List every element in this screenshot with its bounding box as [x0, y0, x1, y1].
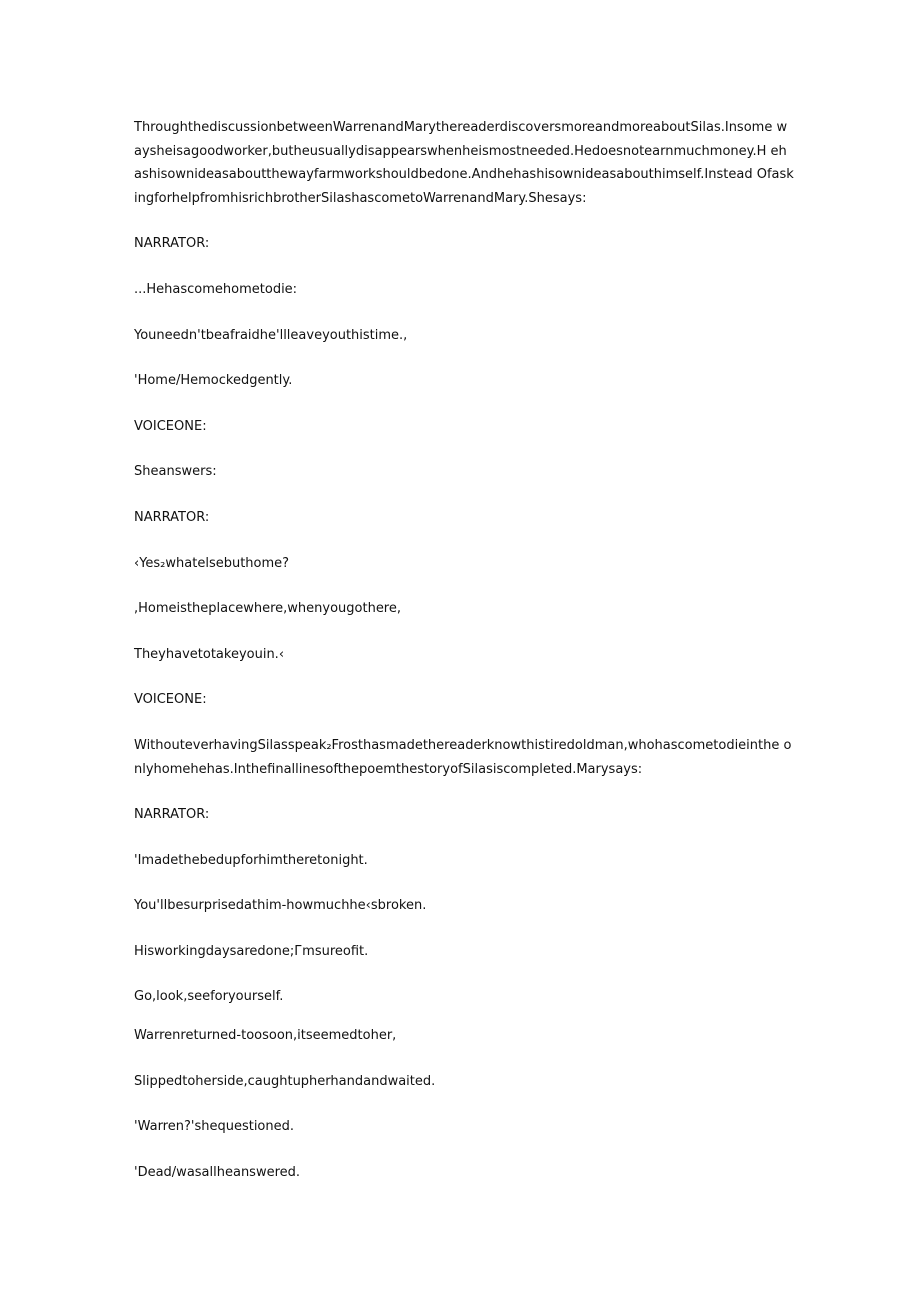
poem-line: 'Home/Hemockedgently.	[134, 373, 293, 389]
poem-line: Hisworkingdaysaredone;Гmsureofit.	[134, 943, 369, 959]
poem-line: Youneedn'tbeafraidhe'llleaveyouthistime.,	[134, 327, 408, 343]
poem-line: Go,look,seeforyourself.	[134, 989, 284, 1005]
poem-line: You'llbesurprisedathim-howmuchhe‹sbroken.	[134, 898, 427, 914]
poem-line: 'Imadethebedupforhimtheretonight.	[134, 852, 368, 868]
poem-line: ,Homeistheplacewhere,whenyougothere,	[134, 601, 402, 617]
speaker-label: VOICEONE:	[134, 418, 207, 434]
poem-line: ...Hehascomehometodie:	[134, 281, 298, 297]
speaker-label: NARRATOR:	[134, 236, 210, 252]
poem-line: 'Warren?'shequestioned.	[134, 1119, 295, 1135]
poem-line: ‹Yes₂whatelsebuthome?	[134, 555, 290, 571]
poem-line: Warrenreturned-toosoon,itseemedtoher,	[134, 1028, 397, 1044]
poem-line: Slippedtoherside,caughtupherhandandwaited.	[134, 1073, 436, 1089]
intro-paragraph: ThroughthediscussionbetweenWarrenandMarythereaderdiscoversmoreandmoreaboutSilas.Insome waysheisagoodworker,butheusuallydisappearswhenheismostneeded.Hedoesnotearnmuchmoney.H ehashisownideasaboutthewayfarmworkshouldbedone.Andhehashisownideasabouthimself.Instead OfaskingforhelpfromhisrichbrotherSilashascometoWarrenandMary.Shesays:	[134, 120, 794, 206]
speaker-label: NARRATOR:	[134, 509, 210, 525]
poem-line: 'Dead/wasallheanswered.	[134, 1164, 301, 1180]
narration-line: Sheanswers:	[134, 464, 217, 480]
narration-paragraph: WithouteverhavingSilasspeak₂Frosthasmadethereaderknowthistiredoldman,whohascometodieinthe onlyhomehehas.InthefinallinesofthepoemthestoryofSilasiscompleted.Marysays:	[134, 737, 792, 777]
poem-line: Theyhavetotakeyouin.‹	[134, 646, 285, 662]
speaker-label: NARRATOR:	[134, 807, 210, 823]
document-body	[134, 116, 794, 1184]
speaker-label: VOICEONE:	[134, 692, 207, 708]
